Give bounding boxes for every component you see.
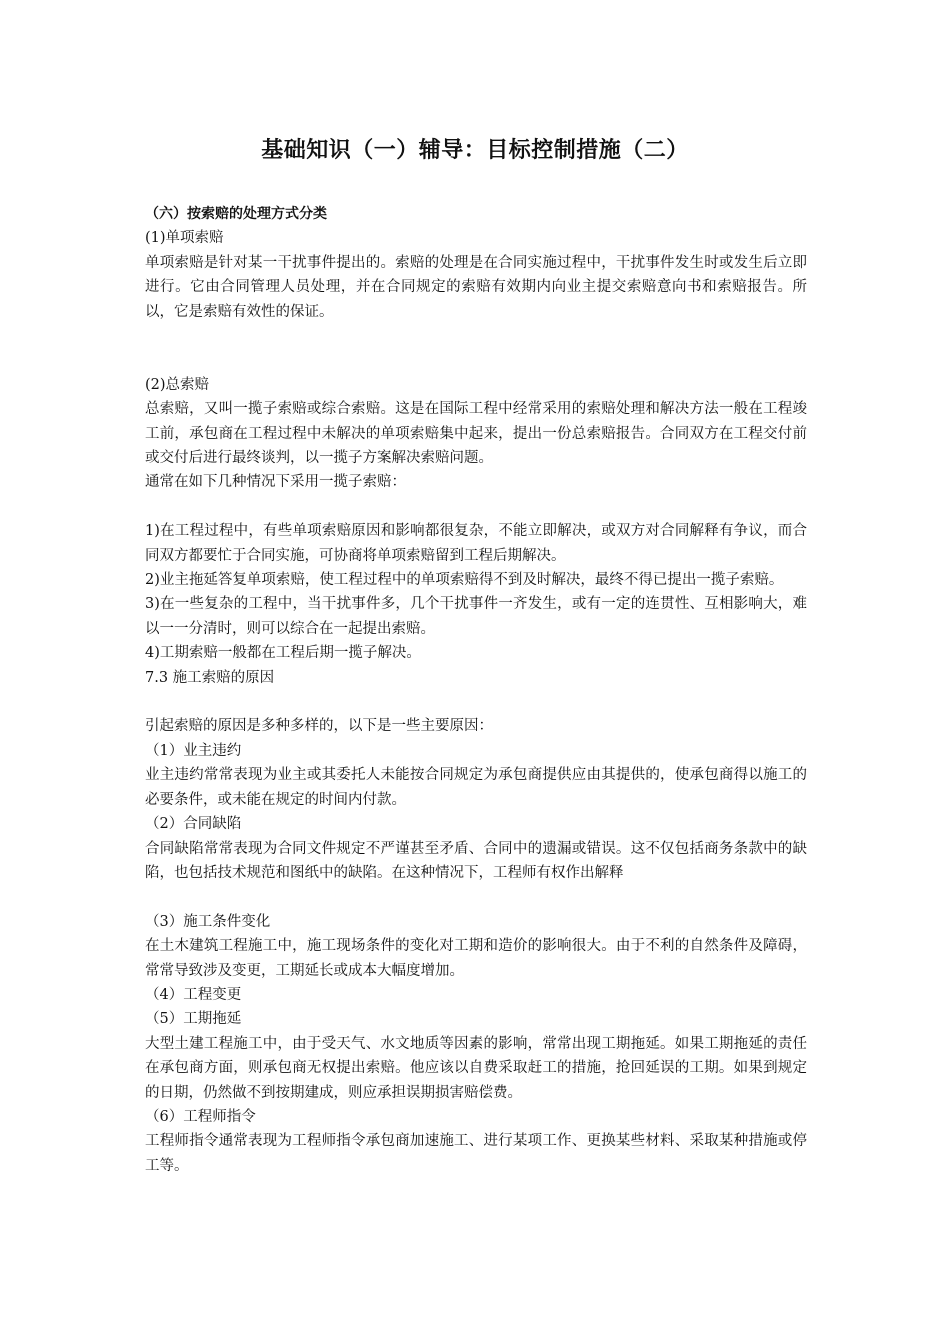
subheading: （6）工程师指令 <box>145 1108 256 1125</box>
document-body <box>145 202 807 1178</box>
paragraph: 业主违约常常表现为业主或其委托人未能按合同规定为承包商提供应由其提供的，使承包商得以施工的必要条件，或未能在规定的时间内付款。 <box>145 767 807 808</box>
subheading: （5）工期拖延 <box>145 1011 242 1028</box>
document-title: 基础知识（一）辅导：目标控制措施（二） <box>261 138 689 163</box>
list-item: 2)业主拖延答复单项索赔，使工程过程中的单项索赔得不到及时解决，最终不得已提出一揽子索赔。 <box>145 572 784 589</box>
blank-space <box>145 885 807 909</box>
paragraph: 工程师指令通常表现为工程师指令承包商加速施工、进行某项工作、更换某些材料、采取某种措施或停工等。 <box>145 1133 807 1174</box>
subheading: （1）业主违约 <box>145 742 242 759</box>
paragraph: 单项索赔是针对某一干扰事件提出的。索赔的处理是在合同实施过程中，干扰事件发生时或发生后立即进行。它由合同管理人员处理，并在合同规定的索赔有效期内向业主提交索赔意向书和索赔报告。所以，它是索赔有效性的保证。 <box>145 254 807 320</box>
blank-space <box>145 324 807 373</box>
subheading: （3）施工条件变化 <box>145 913 271 930</box>
subheading: (1)单项索赔 <box>145 230 224 247</box>
paragraph: 总索赔，又叫一揽子索赔或综合索赔。这是在国际工程中经常采用的索赔处理和解决方法一般在工程竣工前，承包商在工程过程中未解决的单项索赔集中起来，提出一份总索赔报告。合同双方在工程交付前或交付后进行最终谈判，以一揽子方案解决索赔问题。 <box>145 401 807 467</box>
subheading: 7.3 施工索赔的原因 <box>145 669 275 686</box>
paragraph: 在土木建筑工程施工中，施工现场条件的变化对工期和造价的影响很大。由于不利的自然条件及障碍，常常导致涉及变更，工期延长或成本大幅度增加。 <box>145 938 807 979</box>
subheading: （4）工程变更 <box>145 986 242 1003</box>
paragraph: 引起索赔的原因是多种多样的，以下是一些主要原因： <box>145 718 493 735</box>
blank-space <box>145 495 807 519</box>
list-item: 3)在一些复杂的工程中，当干扰事件多，几个干扰事件一齐发生，或有一定的连贯性、互相影响大，难以一一分清时，则可以综合在一起提出索赔。 <box>145 596 807 637</box>
list-item: 1)在工程过程中，有些单项索赔原因和影响都很复杂，不能立即解决，或双方对合同解释有争议，而合同双方都要忙于合同实施，可协商将单项索赔留到工程后期解决。 <box>145 523 807 564</box>
subheading: (2)总索赔 <box>145 376 210 393</box>
paragraph: 合同缺陷常常表现为合同文件规定不严谨甚至矛盾、合同中的遗漏或错误。这不仅包括商务条款中的缺陷，也包括技术规范和图纸中的缺陷。在这种情况下，工程师有权作出解释 <box>145 840 807 881</box>
subheading: （2）合同缺陷 <box>145 816 242 833</box>
section-heading: （六）按索赔的处理方式分类 <box>145 206 327 222</box>
paragraph: 通常在如下几种情况下采用一揽子索赔： <box>145 474 406 491</box>
list-item: 4)工期索赔一般都在工程后期一揽子解决。 <box>145 645 421 662</box>
blank-space <box>145 690 807 714</box>
paragraph: 大型土建工程施工中，由于受天气、水文地质等因素的影响，常常出现工期拖延。如果工期拖延的责任在承包商方面，则承包商无权提出索赔。他应该以自费采取赶工的措施，抢回延误的工期。如果到规定的日期，仍然做不到按期建成，则应承担误期损害赔偿费。 <box>145 1035 807 1101</box>
